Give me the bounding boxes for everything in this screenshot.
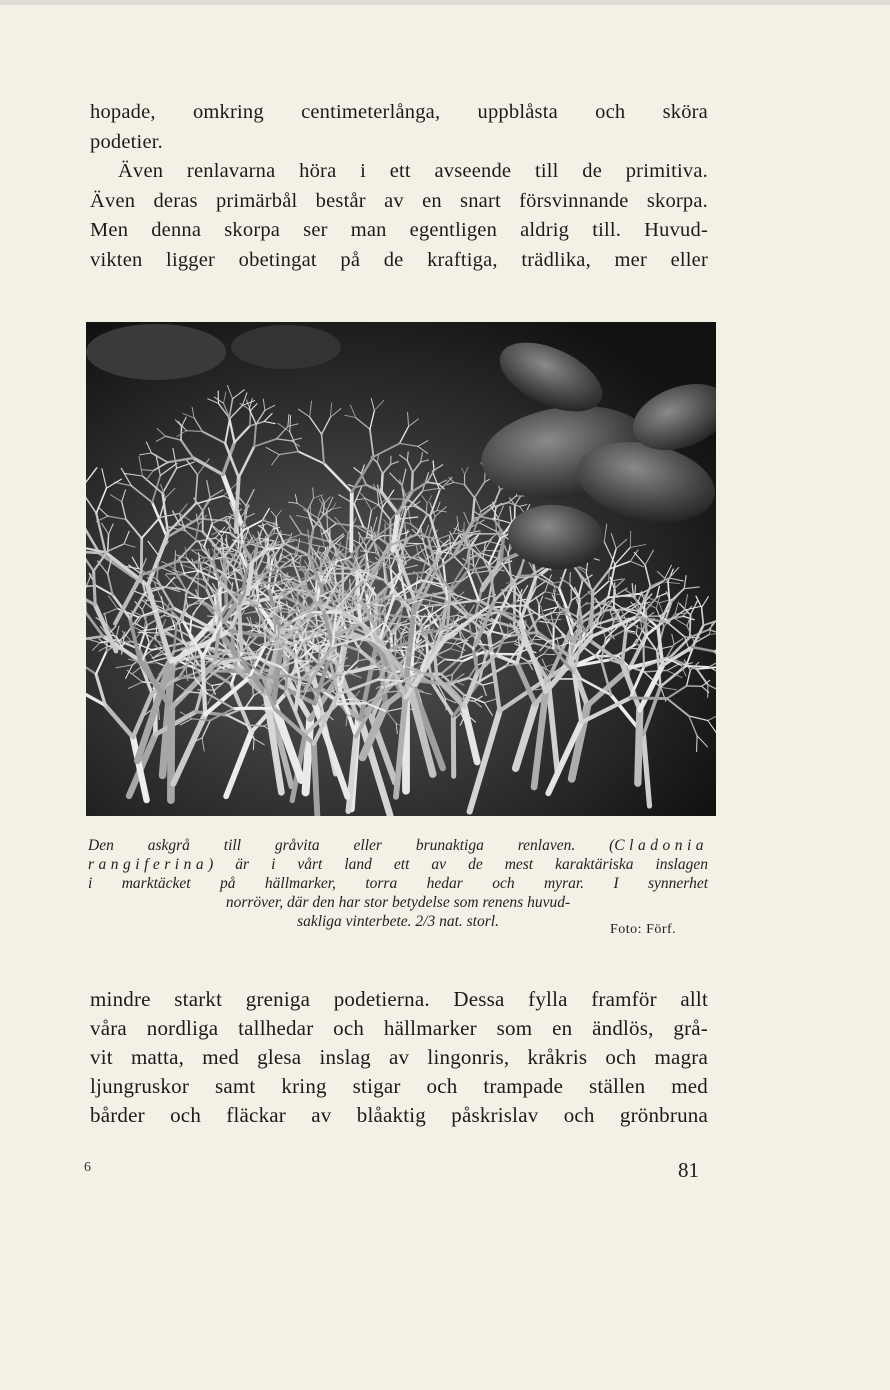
paragraph-top bbox=[90, 98, 708, 275]
text-line: podetier. bbox=[90, 130, 163, 153]
genus-name: Cladonia bbox=[614, 837, 708, 854]
caption-line-2: rangiferina) är i vårt land ett av de mest karaktäriska inslagen bbox=[88, 856, 708, 873]
text-line: mindre starkt greniga podetierna. Dessa fylla framför allt bbox=[90, 987, 708, 1011]
paragraph-bottom bbox=[90, 985, 708, 1130]
species-name: rangiferina bbox=[88, 856, 209, 873]
text-line: ljungruskor samt kring stigar och trampade ställen med bbox=[90, 1074, 708, 1098]
text-line: Men denna skorpa ser man egentligen aldrig till. Huvud- bbox=[90, 219, 708, 241]
text-line: våra nordliga tallhedar och hällmarker som en ändlös, grå- bbox=[90, 1016, 708, 1040]
text-line: bårder och fläckar av blåaktig påskrislav och grönbruna bbox=[90, 1103, 708, 1127]
text-line: vit matta, med glesa inslag av lingonris, kråkris och magra bbox=[90, 1045, 708, 1069]
text-line: hopade, omkring centimeterlånga, uppblåsta och sköra bbox=[90, 101, 708, 123]
signature-mark: 6 bbox=[84, 1160, 91, 1175]
text-line: Även deras primärbål består av en snart försvinnande skorpa. bbox=[90, 189, 708, 212]
text-line: Även renlavarna höra i ett avseende till de primitiva. bbox=[118, 160, 708, 182]
caption-line-4: norröver, där den har stor betydelse som renens huvud- bbox=[225, 894, 571, 911]
page-number: 81 bbox=[678, 1158, 699, 1182]
photo-credit: Foto: Förf. bbox=[610, 922, 677, 937]
figure-caption bbox=[88, 836, 708, 931]
caption-line-1: Den askgrå till gråvita eller brunaktiga renlaven. (Cladonia bbox=[88, 837, 708, 854]
text-line: vikten ligger obetingat på de kraftiga, trädlika, mer eller bbox=[90, 248, 708, 271]
lichen-photograph bbox=[86, 322, 716, 816]
photo-image bbox=[86, 322, 716, 816]
caption-line-5: sakliga vinterbete. 2/3 nat. storl. bbox=[297, 913, 499, 930]
page-top-edge bbox=[0, 0, 890, 5]
caption-line-3: i marktäcket på hällmarker, torra hedar och myrar. I synnerhet bbox=[88, 875, 708, 892]
